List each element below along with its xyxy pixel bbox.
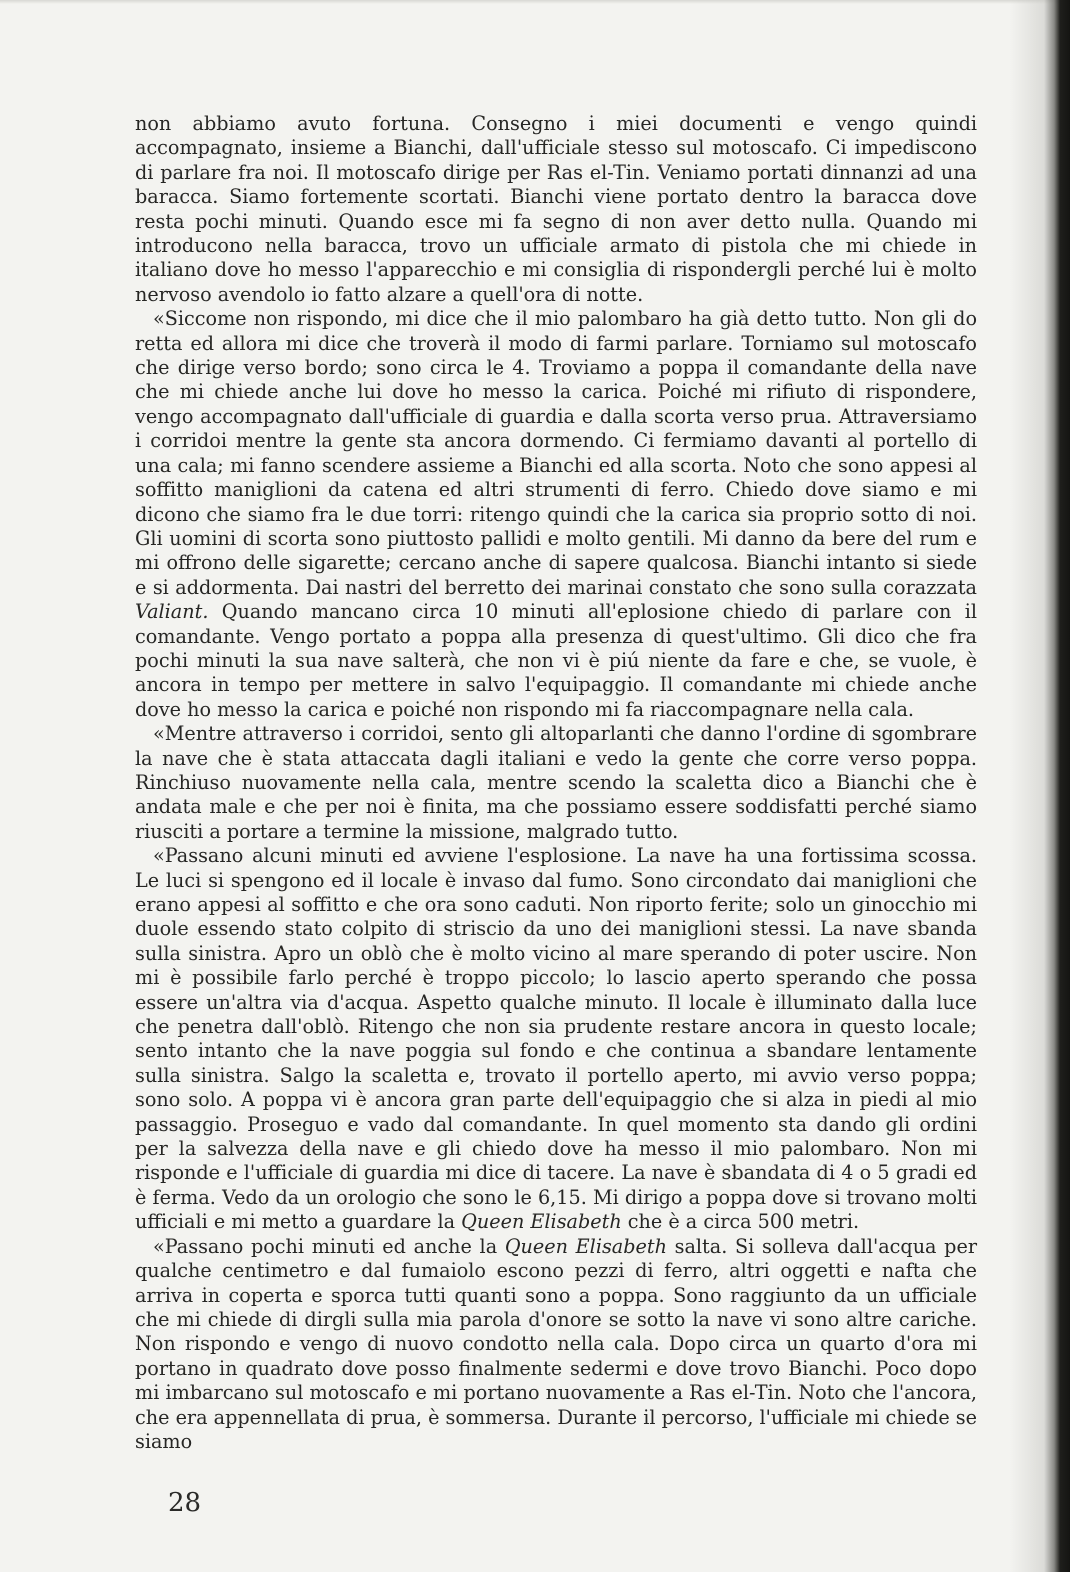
body-text <box>135 112 977 1454</box>
text-segment: non abbiamo avuto fortuna. Consegno i miei documenti e vengo quindi accompagnato, insieme a Bianchi, dall'ufficiale stesso sul motoscafo. Ci impediscono di parlare fra noi. Il motoscafo dirige per Ras el-Tin. Veniamo portati dinnanzi ad una baracca. Siamo fortemente scortati. Bianchi viene portato dentro la baracca dove resta pochi minuti. Quando esce mi fa segno di non aver detto nulla. Quando mi introducono nella baracca, trovo un ufficiale armato di pistola che mi chiede in italiano dove ho messo l'apparecchio e mi consiglia di rispondergli perché lui è molto nervoso avendolo io fatto alzare a quell'ora di notte. <box>135 112 977 306</box>
ship-name-italic: Valiant. <box>135 600 209 624</box>
page-top-edge <box>0 0 1070 4</box>
paragraph-3 <box>135 722 977 844</box>
page-number: 28 <box>168 1488 202 1518</box>
paragraph-1 <box>135 112 977 307</box>
text-segment: «Siccome non rispondo, mi dice che il mio palombaro ha già detto tutto. Non gli do retta ed allora mi dice che troverà il modo di farmi parlare. Torniamo sul motoscafo che dirige verso bordo; sono circa le 4. Troviamo a poppa il comandante della nave che mi chiede anche lui dove ho messo la carica. Poiché mi rifiuto di rispondere, vengo accompagnato dall'ufficiale di guardia e dalla scorta verso prua. Attraversiamo i corridoi mentre la gente sta ancora dormendo. Ci fermiamo davanti al portello di una cala; mi fanno scendere assieme a Bianchi ed alla scorta. Noto che sono appesi al soffitto maniglioni da catena ed altri strumenti di ferro. Chiedo dove siamo e mi dicono che siamo fra le due torri: ritengo quindi che la carica sia proprio sotto di noi. Gli uomini di scorta sono piuttosto pallidi e molto gentili. Mi danno da bere del rum e mi offrono delle sigarette; cercano anche di sapere qualcosa. Bianchi intanto si siede e si addormenta. Dai nastri del berretto dei marinai constato che sono sulla corazzata <box>135 307 977 599</box>
text-segment: «Passano alcuni minuti ed avviene l'esplosione. La nave ha una fortissima scossa. Le luci si spengono ed il locale è invaso dal fumo. Sono circondato dai maniglioni che erano appesi al soffitto e che ora sono caduti. Non riporto ferite; solo un ginocchio mi duole essendo stato colpito di striscio da uno dei maniglioni stessi. La nave sbanda sulla sinistra. Apro un oblò che è molto vicino al mare sperando di poter uscire. Non mi è possibile farlo perché è troppo piccolo; lo lascio aperto sperando che possa essere un'altra via d'acqua. Aspetto qualche minuto. Il locale è illuminato dalla luce che penetra dall'oblò. Ritengo che non sia prudente restare ancora in questo locale; sento intanto che la nave poggia sul fondo e che continua a sbandare lentamente sulla sinistra. Salgo la scaletta e, trovato il portello aperto, mi avvio verso poppa; sono solo. A poppa vi è ancora gran parte dell'equipaggio che si alza in piedi al mio passaggio. Proseguo e vado dal comandante. In quel momento sta dando gli ordini per la salvezza della nave e gli chiedo dove ha messo il mio palombaro. Non mi risponde e l'ufficiale di guardia mi dice di tacere. La nave è sbandata di 4 o 5 gradi ed è ferma. Vedo da un orologio che sono le 6,15. Mi dirigo a poppa dove si trovano molti ufficiali e mi metto a guardare la <box>135 844 977 1234</box>
paragraph-4 <box>135 844 977 1235</box>
ship-name-italic: Queen Elisabeth <box>461 1210 622 1234</box>
text-segment: Quando mancano circa 10 minuti all'eplosione chiedo di parlare con il comandante. Vengo portato a poppa alla presenza di quest'ultimo. Gli dico che fra pochi minuti la sua nave salterà, che non vi è piú niente da fare e che, se vuole, è ancora in tempo per mettere in salvo l'equipaggio. Il comandante mi chiede anche dove ho messo la carica e poiché non rispondo mi fa riaccompagnare nella cala. <box>135 600 977 721</box>
book-spine-shadow <box>1010 0 1070 1572</box>
text-segment: che è a circa 500 metri. <box>621 1210 860 1234</box>
paragraph-2 <box>135 307 977 722</box>
paragraph-5 <box>135 1235 977 1455</box>
text-segment: «Passano pochi minuti ed anche la <box>153 1234 505 1258</box>
text-segment: salta. Si solleva dall'acqua per qualche centimetro e dal fumaiolo escono pezzi di ferro, altri oggetti e nafta che arriva in coperta e sporca tutti quanti sono a poppa. Sono raggiunto da un ufficiale che mi chiede di dirgli sulla mia parola d'onore se sotto la nave vi sono altre cariche. Non rispondo e vengo di nuovo condotto nella cala. Dopo circa un quarto d'ora mi portano in quadrato dove posso finalmente sedermi e dove trovo Bianchi. Poco dopo mi imbarcano sul motoscafo e mi portano nuovamente a Ras el-Tin. Noto che l'ancora, che era appennellata di prua, è sommersa. Durante il percorso, l'ufficiale mi chiede se siamo <box>135 1234 977 1453</box>
text-segment: «Mentre attraverso i corridoi, sento gli altoparlanti che danno l'ordine di sgombrare la nave che è stata attaccata dagli italiani e vedo la gente che corre verso poppa. Rinchiuso nuovamente nella cala, mentre scendo la scaletta dico a Bianchi che è andata male e che per noi è finita, ma che possiamo essere soddisfatti perché siamo riusciti a portare a termine la missione, malgrado tutto. <box>135 722 977 843</box>
ship-name-italic: Queen Elisabeth <box>504 1234 667 1258</box>
